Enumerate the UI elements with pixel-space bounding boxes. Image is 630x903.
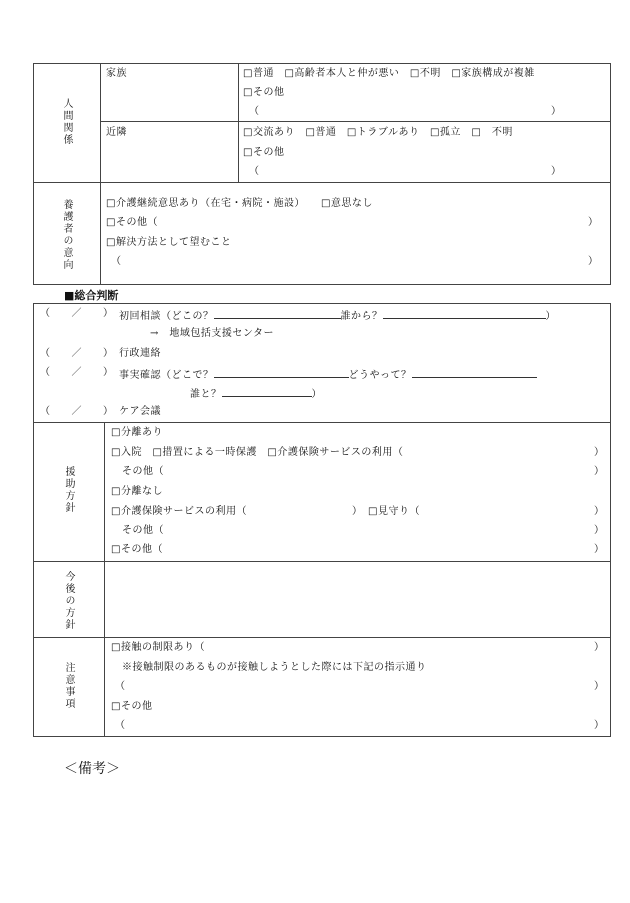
caregiver-other-checkbox[interactable]: □その他（: [106, 217, 158, 228]
history-admin-contact: 行政連絡: [119, 348, 161, 359]
fact-check-with-label: 誰と？: [190, 389, 222, 400]
fact-check-how-field[interactable]: [412, 367, 537, 378]
history-first-consult[interactable]: [119, 308, 556, 323]
caregiver-label: 養護者の意向: [61, 199, 72, 271]
family-other-close-paren: ）: [551, 106, 562, 117]
policy-close-4: ）: [594, 525, 605, 536]
caregiver-other-close-paren: ）: [588, 217, 599, 228]
caution-instruction-note: ※接触制限のあるものが接触しようとした際には下記の指示通り: [122, 662, 427, 673]
family-label: 家族: [106, 68, 127, 79]
caution-close-1: ）: [594, 642, 605, 653]
policy-separation-no[interactable]: □分離なし: [111, 486, 163, 497]
policy-divider: [33, 561, 611, 562]
fact-check-where-field[interactable]: [214, 367, 349, 378]
history-fact-check-with[interactable]: [190, 386, 322, 401]
policy-close-1: ）: [594, 447, 605, 458]
policy-separation-other[interactable]: その他（: [122, 466, 164, 477]
judgement-col-divider: [104, 422, 105, 737]
caution-other-open: （: [115, 720, 126, 731]
neighbor-other-close-paren: ）: [551, 166, 562, 177]
judgement-history-divider: [33, 422, 611, 423]
policy-separation-options[interactable]: □入院 □措置による一時保護 □介護保険サービスの利用（: [111, 447, 404, 458]
policy-close-5: ）: [594, 544, 605, 555]
caregiver-intent-options[interactable]: □介護継続意思あり（在宅・病院・施設） □意思なし: [106, 198, 373, 209]
history-date-3[interactable]: （ ／ ）: [40, 367, 114, 378]
caution-close-3: ）: [594, 720, 605, 731]
fact-check-with-field[interactable]: [222, 386, 312, 397]
history-date-4[interactable]: （ ／ ）: [40, 406, 114, 417]
caregiver-row-divider: [33, 182, 611, 183]
policy-close-3: ）: [594, 506, 605, 517]
fact-check-where-label: 事実確認（どこで？: [119, 370, 214, 381]
caregiver-solution-open-paren: （: [111, 256, 122, 267]
policy-no-separation-other[interactable]: その他（: [122, 525, 164, 536]
caution-label: 注意事項: [63, 662, 74, 710]
first-consult-where-label: 初回相談（どこの？: [119, 311, 214, 322]
first-consult-close-paren: ）: [545, 311, 556, 322]
history-fact-check[interactable]: [119, 367, 537, 382]
policy-care-service[interactable]: □介護保険サービスの利用（: [111, 506, 247, 517]
policy-close-2: ）: [594, 466, 605, 477]
neighbor-other-checkbox[interactable]: □その他: [243, 147, 285, 158]
history-date-2[interactable]: （ ／ ）: [40, 348, 114, 359]
caution-close-2: ）: [594, 681, 605, 692]
first-consult-where-field[interactable]: [214, 308, 341, 319]
relations-row-divider: [100, 121, 611, 122]
policy-other[interactable]: □その他（: [111, 544, 163, 555]
relations-label: 人間関係: [61, 98, 72, 146]
caregiver-solution-close-paren: ）: [588, 256, 599, 267]
future-label: 今後の方針: [63, 571, 74, 631]
relations-col-divider: [100, 63, 101, 285]
policy-label: 援助方針: [63, 466, 74, 514]
history-center-note: → 地域包括支援センター: [150, 328, 274, 339]
neighbor-options[interactable]: □交流あり □普通 □トラブルあり □孤立 □ 不明: [243, 127, 513, 138]
fact-check-close-paren: ）: [311, 389, 322, 400]
policy-watch[interactable]: ） □見守り（: [352, 506, 420, 517]
relations-table: [33, 63, 611, 285]
history-care-meeting: ケア会議: [119, 406, 161, 417]
caution-contact-limit[interactable]: □接触の制限あり（: [111, 642, 205, 653]
caution-other-checkbox[interactable]: □その他: [111, 701, 153, 712]
family-other-checkbox[interactable]: □その他: [243, 87, 285, 98]
neighbor-other-open-paren: （: [249, 166, 260, 177]
relations-subcol-divider: [238, 63, 239, 182]
history-date-1[interactable]: （ ／ ）: [40, 308, 114, 319]
first-consult-who-label: 誰から？: [340, 311, 383, 322]
neighbor-label: 近隣: [106, 127, 127, 138]
caregiver-solution-checkbox[interactable]: □解決方法として望むこと: [106, 237, 232, 248]
fact-check-how-label: どうやって？: [348, 370, 412, 381]
caution-instruction-open: （: [115, 681, 126, 692]
family-options[interactable]: □普通 □高齢者本人と仲が悪い □不明 □家族構成が複雑: [243, 68, 535, 79]
future-divider: [33, 637, 611, 638]
remarks-heading: ＜備考＞: [64, 761, 120, 777]
policy-separation-yes[interactable]: □分離あり: [111, 427, 163, 438]
overall-judgement-heading: ■総合判断: [64, 289, 119, 302]
family-other-open-paren: （: [249, 106, 260, 117]
first-consult-who-field[interactable]: [383, 308, 546, 319]
future-policy-field[interactable]: [106, 563, 609, 635]
